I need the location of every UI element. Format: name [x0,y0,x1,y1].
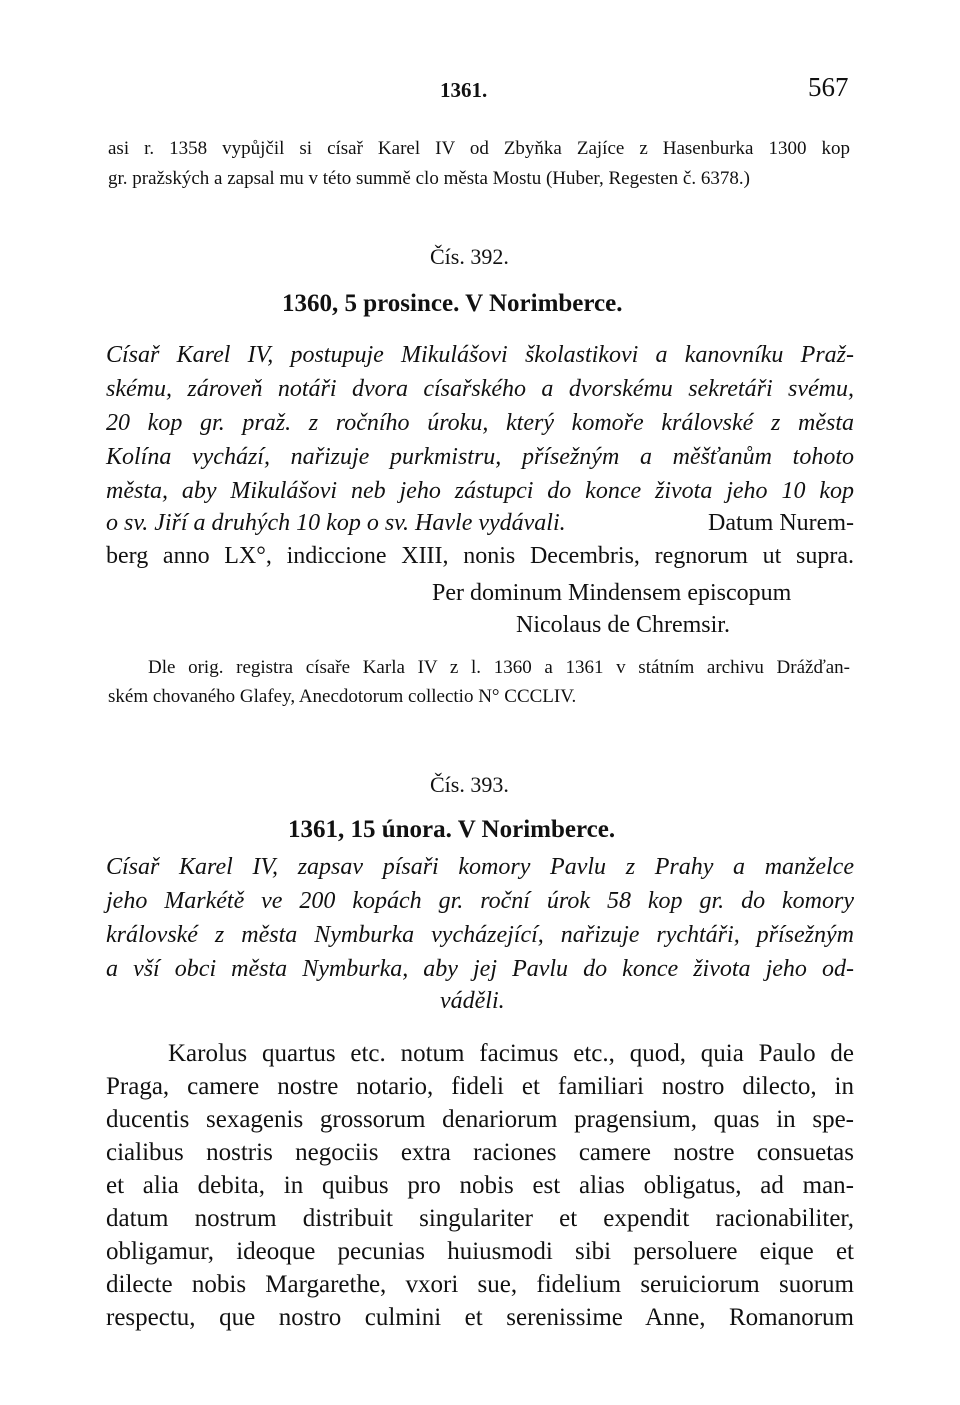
summary-line: jeho Markétě ve 200 kopách gr. roční úrok 58 kop gr. do komory [106,888,854,914]
text-line: Datum Nurem- [708,510,854,536]
document-date: 1360, 5 prosince. V Norimberce. [282,290,623,317]
text-line: berg anno LX°, indiccione XIII, nonis Decembris, regnorum ut supra. [106,543,854,569]
mixed-line [106,510,854,537]
document-number: Čís. 393. [430,772,509,797]
summary-line: o sv. Jiří a druhých 10 kop o sv. Havle vydávali. [106,510,566,536]
text-line: et alia debita, in quibus pro nobis est alias obligatus, ad man- [106,1172,854,1199]
summary-line: Císař Karel IV, postupuje Mikulášovi školastikovi a kanovníku Praž- [106,342,854,368]
summary-line: Císař Karel IV, zapsav písaři komory Pavlu z Prahy a manželce [106,854,854,880]
summary-line: města, aby Mikulášovi neb jeho zástupci do konce života jeho 10 kop [106,478,854,504]
summary-line: a vší obci města Nymburka, aby jej Pavlu do konce života jeho od- [106,956,854,982]
document-number: Čís. 392. [430,244,509,269]
text-line: cialibus nostris negociis extra raciones camere nostre consuetas [106,1139,854,1166]
summary-line: 20 kop gr. praž. z ročního úroku, který komoře královské z města [106,410,854,436]
text-line: dilecte nobis Margarethe, vxori sue, fidelium seruiciorum suorum [106,1271,854,1298]
summary-line: skému, zároveň notáři dvora císařského a dvorskému sekretáři svému, [106,376,854,402]
summary-line: váděli. [440,988,505,1014]
signature-line: Nicolaus de Chremsir. [516,612,730,638]
footnote-line: gr. pražských a zapsal mu v této summě clo města Mostu (Huber, Regesten č. 6378.) [108,168,750,189]
text-line: Karolus quartus etc. notum facimus etc., quod, quia Paulo de [168,1040,854,1067]
document-date: 1361, 15 února. V Norimberce. [288,816,616,843]
page-number: 567 [808,72,849,102]
source-note-line: Dle orig. registra císaře Karla IV z l. 1360 a 1361 v státním archivu Drážďan- [148,657,850,678]
running-header-year: 1361. [440,78,488,102]
footnote-line: asi r. 1358 vypůjčil si císař Karel IV od Zbyňka Zajíce z Hasenburka 1300 kop [108,138,850,159]
signature-line: Per dominum Mindensem episcopum [432,580,792,606]
text-line: Praga, camere nostre notario, fideli et familiari nostro dilecto, in [106,1073,854,1100]
text-line: obligamur, ideoque pecunias huiusmodi sibi persoluere eique et [106,1238,854,1265]
summary-line: královské z města Nymburka vycházející, nařizuje rychtáři, přísežným [106,922,854,948]
source-note-line: ském chovaného Glafey, Anecdotorum collectio N° CCCLIV. [108,686,577,707]
text-line: datum nostrum distribuit singulariter et expendit racionabiliter, [106,1205,854,1232]
summary-line: Kolína vychází, nařizuje purkmistru, přísežným a měšťanům tohoto [106,444,854,470]
text-line: respectu, que nostro culmini et serenissime Anne, Romanorum [106,1304,854,1331]
text-line: ducentis sexagenis grossorum denariorum pragensium, quas in spe- [106,1106,854,1133]
